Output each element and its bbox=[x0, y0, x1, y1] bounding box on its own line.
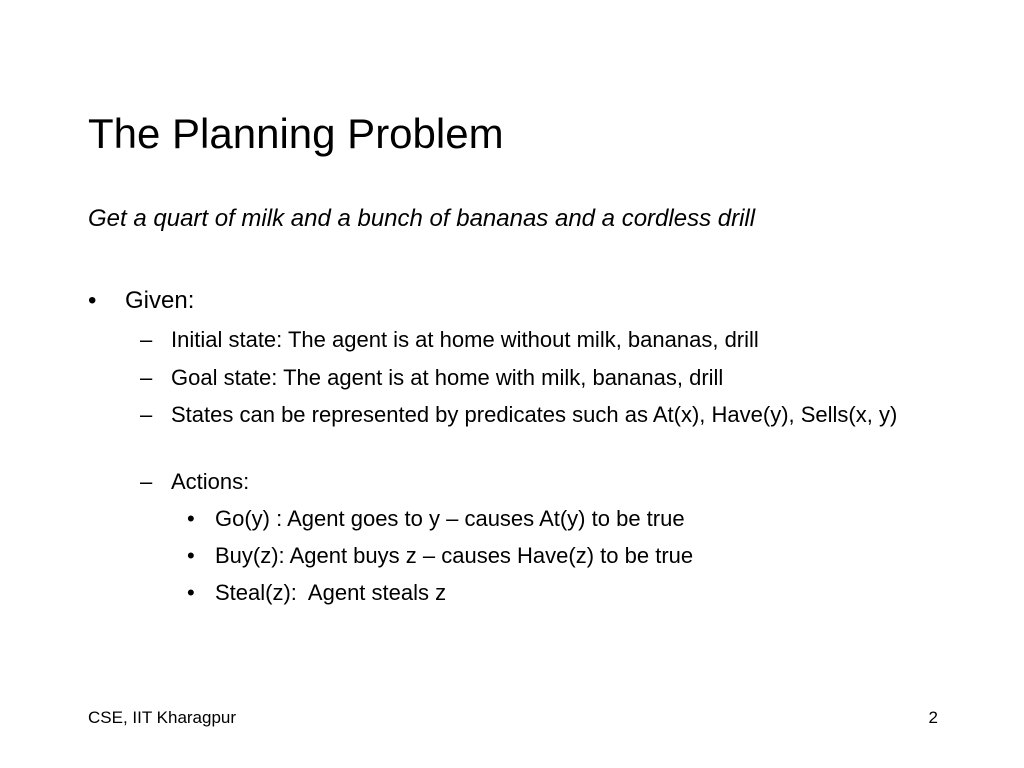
action-text: Buy(z): Agent buys z – causes Have(z) to be true bbox=[215, 543, 694, 568]
slide-title: The Planning Problem bbox=[88, 110, 504, 157]
sub-bullet-marker: • bbox=[187, 580, 195, 605]
footer-organization: CSE, IIT Kharagpur bbox=[88, 708, 237, 727]
bullet-marker: • bbox=[88, 287, 97, 314]
action-text: Steal(z): Agent steals z bbox=[215, 580, 447, 605]
sub-item-text: Actions: bbox=[171, 469, 250, 494]
sub-item-text: Goal state: The agent is at home with milk, bananas, drill bbox=[171, 365, 724, 390]
sub-item-text: Initial state: The agent is at home without milk, bananas, drill bbox=[171, 327, 759, 352]
dash-marker: – bbox=[140, 469, 153, 494]
action-text: Go(y) : Agent goes to y – causes At(y) to be true bbox=[215, 506, 685, 531]
dash-marker: – bbox=[140, 327, 153, 352]
sub-item-text: States can be represented by predicates such as At(x), Have(y), Sells(x, y) bbox=[171, 402, 898, 427]
slide-subtitle: Get a quart of milk and a bunch of bananas and a cordless drill bbox=[88, 205, 756, 232]
sub-bullet-marker: • bbox=[187, 506, 195, 531]
bullet-given-label: Given: bbox=[125, 287, 195, 314]
page-number: 2 bbox=[928, 708, 938, 727]
dash-marker: – bbox=[140, 402, 153, 427]
dash-marker: – bbox=[140, 365, 153, 390]
sub-bullet-marker: • bbox=[187, 543, 195, 568]
